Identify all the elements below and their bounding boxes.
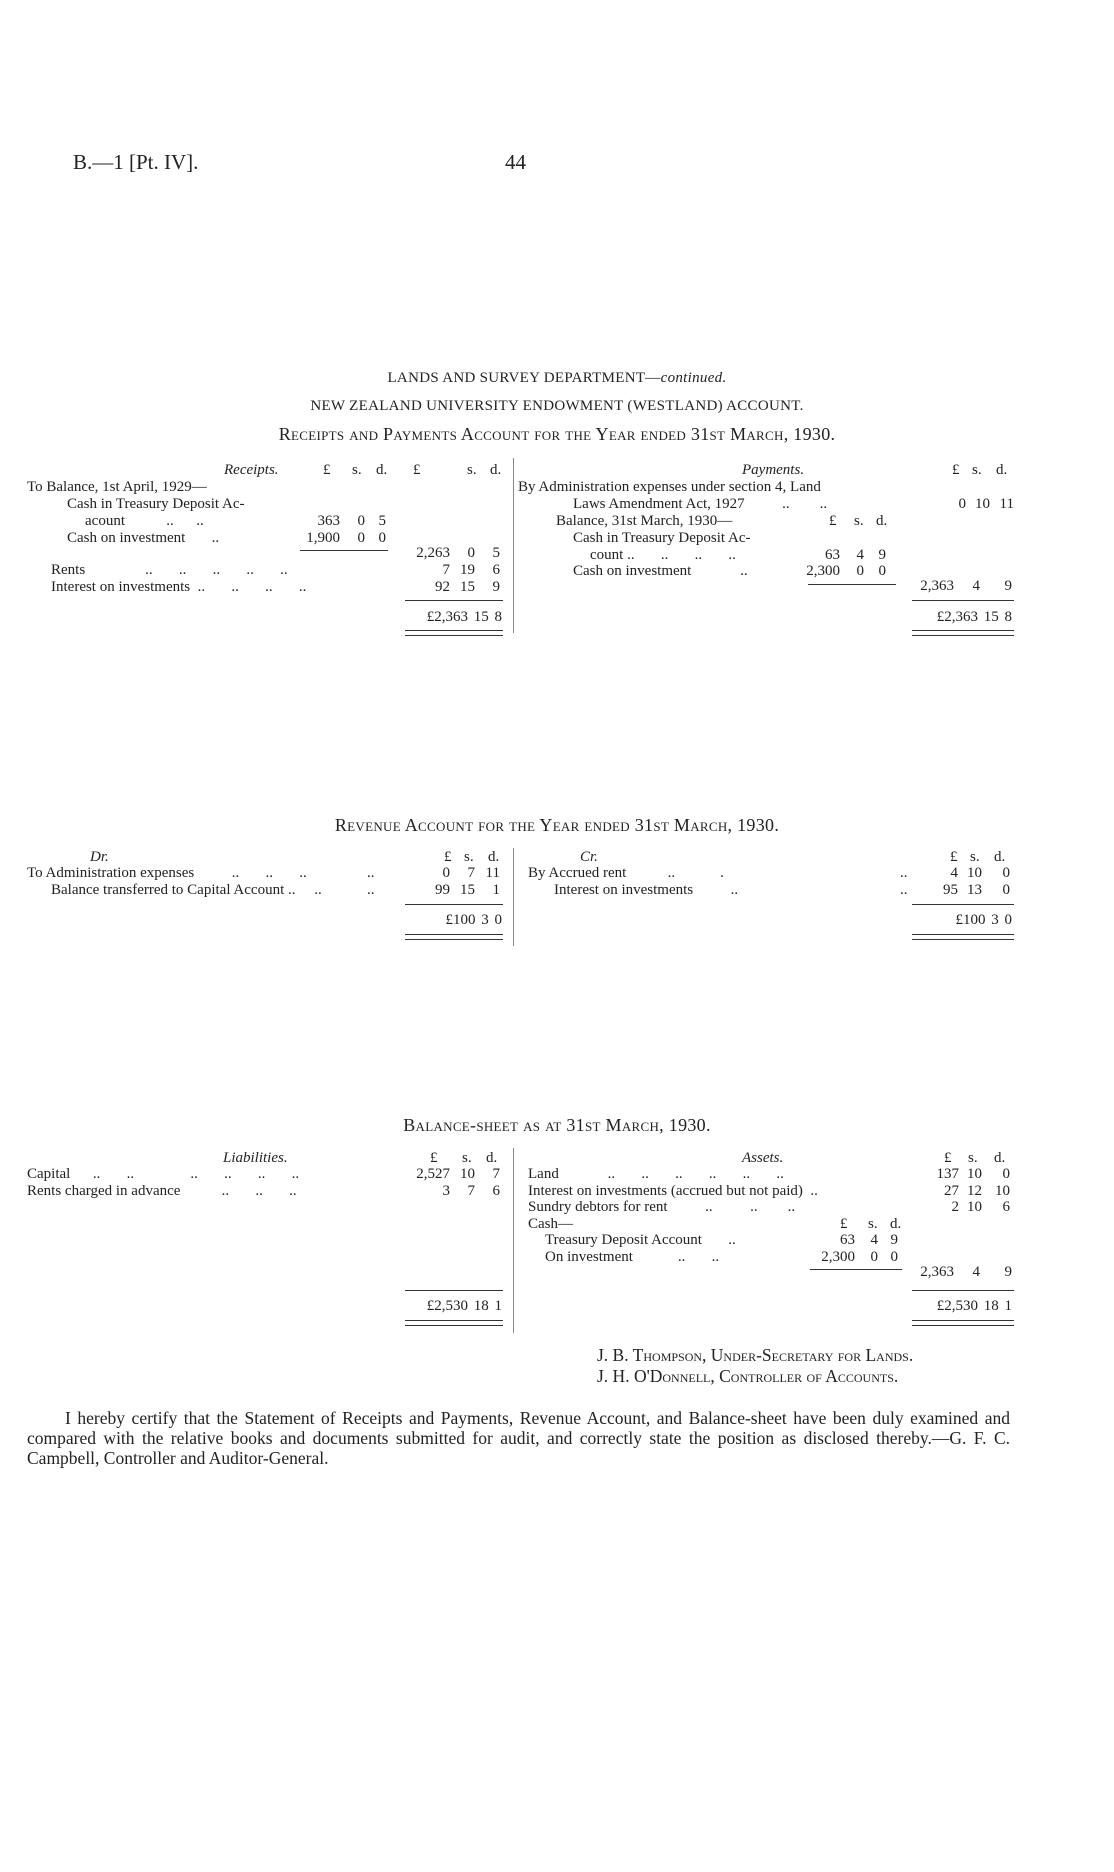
on-investment-label: On investment .. .. xyxy=(545,1249,720,1265)
total-rule xyxy=(405,1290,503,1291)
cash-treasury-label: Cash in Treasury Deposit Ac- xyxy=(573,530,751,546)
pound-heading: £ xyxy=(952,462,960,478)
amount-pounds: 2,300 xyxy=(806,563,840,579)
interest-label: Interest on investments .. xyxy=(554,882,739,898)
pence-heading: d. xyxy=(490,462,502,478)
amount-shillings: 0 xyxy=(467,545,475,561)
amount-pounds: 2,300 xyxy=(821,1249,855,1265)
admin-expenses-label: By Administration expenses under section 4, Land xyxy=(518,479,821,495)
rents-advance-label: Rents charged in advance .. .. .. xyxy=(27,1183,297,1199)
amount-shillings: 19 xyxy=(460,562,475,578)
total-double-rule xyxy=(912,934,1014,940)
cash-treasury-label-cont: acount .. .. xyxy=(85,513,204,529)
shillings-heading: s. xyxy=(462,1150,472,1166)
amount-shillings: 10 xyxy=(460,1166,475,1182)
debit-heading: Dr. xyxy=(90,849,109,865)
signature-thompson: J. B. Thompson, Under-Secretary for Lands. xyxy=(597,1345,914,1365)
document-reference: B.—1 [Pt. IV]. xyxy=(73,150,199,174)
treasury-deposit-label: Treasury Deposit Account .. xyxy=(545,1232,736,1248)
amount-pounds: 0 xyxy=(442,865,450,881)
amount-pence: 11 xyxy=(485,865,500,881)
amount-shillings: 13 xyxy=(967,882,982,898)
land-label: Land .. .. .. .. .. .. xyxy=(528,1166,784,1182)
leader-dots: .. xyxy=(367,882,375,898)
amount-pence: 6 xyxy=(492,1183,500,1199)
amount-pounds: 2 xyxy=(951,1199,959,1215)
cash-investment-label: Cash on investment .. xyxy=(573,563,748,579)
amount-pence: 0 xyxy=(378,530,386,546)
balance-sheet-title: Balance-sheet as at 31st March, 1930. xyxy=(403,1115,711,1135)
amount-shillings: 10 xyxy=(967,1166,982,1182)
liabilities-total: £2,530 18 1 xyxy=(426,1298,502,1314)
total-rule xyxy=(912,600,1014,601)
amount-pounds: 137 xyxy=(936,1166,959,1182)
leader-dots: .. xyxy=(367,865,375,881)
revenue-account-title: Revenue Account for the Year ended 31st March, 1930. xyxy=(334,815,780,835)
shillings-heading: s. xyxy=(868,1216,878,1232)
amount-pounds: 7 xyxy=(442,562,450,578)
rents-label: Rents .. .. .. .. .. xyxy=(51,562,288,578)
amount-pounds: 2,263 xyxy=(416,545,450,561)
signature-odonnell: J. H. O'Donnell, Controller of Accounts. xyxy=(597,1366,899,1386)
pound-heading: £ xyxy=(944,1150,952,1166)
amount-shillings: 7 xyxy=(467,865,475,881)
account-title: NEW ZEALAND UNIVERSITY ENDOWMENT (WESTLAND) ACCOUNT. xyxy=(310,398,804,414)
interest-label: Interest on investments (accrued but not paid) .. xyxy=(528,1183,818,1199)
amount-pence: 5 xyxy=(378,513,386,529)
credit-total: £100 3 0 xyxy=(955,912,1012,928)
pound-heading: £ xyxy=(444,849,452,865)
total-double-rule xyxy=(405,1320,503,1326)
total-rule xyxy=(405,904,503,905)
amount-pence: 5 xyxy=(492,545,500,561)
pence-heading: d. xyxy=(376,462,388,478)
amount-pence: 7 xyxy=(492,1166,500,1182)
amount-pence: 10 xyxy=(995,1183,1010,1199)
leader-dots: .. xyxy=(900,882,908,898)
amount-shillings: 10 xyxy=(975,496,990,512)
amount-pence: 9 xyxy=(1004,578,1012,594)
amount-pounds: 2,527 xyxy=(416,1166,450,1182)
cash-treasury-label: Cash in Treasury Deposit Ac- xyxy=(67,496,245,512)
amount-pounds: 27 xyxy=(944,1183,959,1199)
subtotal-rule xyxy=(300,550,388,551)
payments-heading: Payments. xyxy=(742,462,805,478)
total-rule xyxy=(405,600,503,601)
amount-shillings: 0 xyxy=(357,513,365,529)
assets-total: £2,530 18 1 xyxy=(936,1298,1012,1314)
pence-heading: d. xyxy=(486,1150,498,1166)
pence-heading: d. xyxy=(890,1216,902,1232)
assets-heading: Assets. xyxy=(742,1150,784,1166)
column-divider xyxy=(513,848,514,946)
amount-pounds: 0 xyxy=(958,496,966,512)
amount-pence: 0 xyxy=(878,563,886,579)
amount-pounds: 2,363 xyxy=(920,578,954,594)
amount-shillings: 4 xyxy=(972,1264,980,1280)
total-double-rule xyxy=(405,934,503,940)
balance-capital-label: Balance transferred to Capital Account .. .. xyxy=(51,882,322,898)
amount-shillings: 4 xyxy=(972,578,980,594)
shillings-heading: s. xyxy=(352,462,362,478)
total-double-rule xyxy=(912,630,1014,636)
amount-pounds: 63 xyxy=(825,547,840,563)
amount-shillings: 15 xyxy=(460,882,475,898)
shillings-heading: s. xyxy=(968,1150,978,1166)
pence-heading: d. xyxy=(876,513,888,529)
cash-treasury-label-cont: count .. .. .. .. xyxy=(590,547,736,563)
amount-pence: 6 xyxy=(492,562,500,578)
amount-shillings: 0 xyxy=(856,563,864,579)
amount-pounds: 99 xyxy=(435,882,450,898)
liabilities-heading: Liabilities. xyxy=(223,1150,288,1166)
shillings-heading: s. xyxy=(854,513,864,529)
amount-pounds: 95 xyxy=(943,882,958,898)
shillings-heading: s. xyxy=(464,849,474,865)
pound-heading: £ xyxy=(840,1216,848,1232)
amount-pence: 6 xyxy=(1002,1199,1010,1215)
subtotal-rule xyxy=(808,584,896,585)
amount-pounds: 363 xyxy=(317,513,340,529)
column-divider xyxy=(513,1148,514,1333)
balance-label: Balance, 31st March, 1930— xyxy=(556,513,733,529)
to-balance-label: To Balance, 1st April, 1929— xyxy=(27,479,207,495)
shillings-heading: s. xyxy=(970,849,980,865)
pence-heading: d. xyxy=(994,1150,1006,1166)
amount-pence: 0 xyxy=(1002,865,1010,881)
amount-pence: 0 xyxy=(1002,1166,1010,1182)
amount-shillings: 10 xyxy=(967,1199,982,1215)
pence-heading: d. xyxy=(996,462,1008,478)
subtotal-rule xyxy=(810,1269,902,1270)
amount-pounds: 1,900 xyxy=(306,530,340,546)
amount-pounds: 3 xyxy=(442,1183,450,1199)
receipts-payments-title: Receipts and Payments Account for the Year ended 31st March, 1930. xyxy=(278,424,836,444)
audit-certificate: I hereby certify that the Statement of Receipts and Payments, Revenue Account, and Balance-sheet have been duly examined and compared with the relative books and documents submitted for audit, and correctly state the position as disclosed thereby.—G. F. C. Campbell, Controller and Auditor-General. xyxy=(27,1408,1010,1468)
amount-shillings: 10 xyxy=(967,865,982,881)
credit-heading: Cr. xyxy=(580,849,598,865)
amount-pence: 11 xyxy=(999,496,1014,512)
pound-heading: £ xyxy=(323,462,331,478)
page-number: 44 xyxy=(505,150,526,174)
cash-investment-label: Cash on investment .. xyxy=(67,530,220,546)
amount-pence: 9 xyxy=(890,1232,898,1248)
payments-total: £2,363 15 8 xyxy=(936,609,1012,625)
amount-pence: 0 xyxy=(1002,882,1010,898)
column-divider xyxy=(513,458,514,633)
cash-label: Cash— xyxy=(528,1216,573,1232)
amount-shillings: 4 xyxy=(870,1232,878,1248)
admin-expenses-label: To Administration expenses .. .. .. xyxy=(27,865,307,881)
shillings-heading: s. xyxy=(467,462,477,478)
receipts-total: £2,363 15 8 xyxy=(426,609,502,625)
shillings-heading: s. xyxy=(972,462,982,478)
total-double-rule xyxy=(405,630,503,636)
pound-heading: £ xyxy=(430,1150,438,1166)
pence-heading: d. xyxy=(488,849,500,865)
pound-heading: £ xyxy=(413,462,421,478)
amount-shillings: 0 xyxy=(870,1249,878,1265)
amount-pence: 9 xyxy=(1004,1264,1012,1280)
amount-pence: 9 xyxy=(492,579,500,595)
amount-pence: 1 xyxy=(492,882,500,898)
amount-pounds: 2,363 xyxy=(920,1264,954,1280)
sundry-debtors-label: Sundry debtors for rent .. .. .. xyxy=(528,1199,796,1215)
admin-expenses-label-cont: Laws Amendment Act, 1927 .. .. xyxy=(573,496,828,512)
total-double-rule xyxy=(912,1320,1014,1326)
amount-pence: 0 xyxy=(890,1249,898,1265)
accrued-rent-label: By Accrued rent .. . xyxy=(528,865,724,881)
pence-heading: d. xyxy=(994,849,1006,865)
amount-pounds: 63 xyxy=(840,1232,855,1248)
amount-pence: 9 xyxy=(878,547,886,563)
debit-total: £100 3 0 xyxy=(445,912,502,928)
amount-shillings: 15 xyxy=(460,579,475,595)
amount-pounds: 4 xyxy=(950,865,958,881)
pound-heading: £ xyxy=(829,513,837,529)
total-rule xyxy=(912,1290,1014,1291)
amount-shillings: 0 xyxy=(357,530,365,546)
amount-shillings: 4 xyxy=(856,547,864,563)
amount-shillings: 12 xyxy=(967,1183,982,1199)
receipts-heading: Receipts. xyxy=(224,462,279,478)
amount-shillings: 7 xyxy=(467,1183,475,1199)
total-rule xyxy=(912,904,1014,905)
amount-pounds: 92 xyxy=(435,579,450,595)
interest-label: Interest on investments .. .. .. .. xyxy=(51,579,307,595)
leader-dots: .. xyxy=(900,865,908,881)
capital-label: Capital .. .. .. .. .. .. xyxy=(27,1166,300,1182)
department-title: LANDS AND SURVEY DEPARTMENT—continued. xyxy=(387,370,727,386)
pound-heading: £ xyxy=(950,849,958,865)
